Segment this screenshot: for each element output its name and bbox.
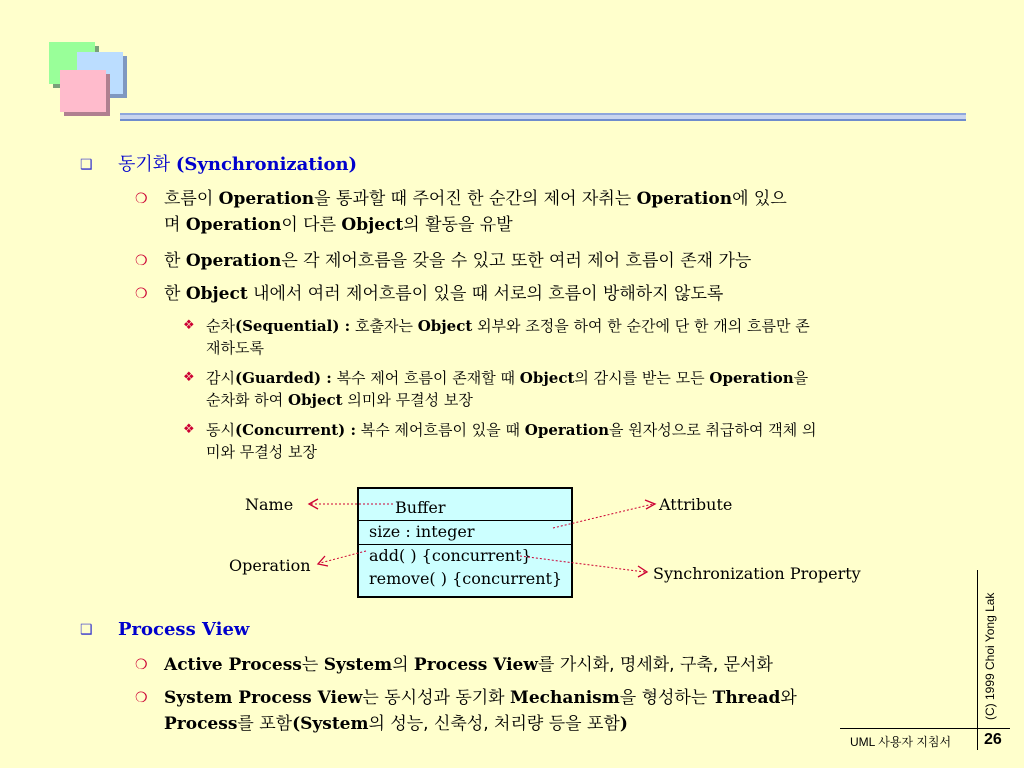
- footer-horizontal-rule: [840, 728, 1010, 729]
- section1-item-2: 한 Operation은 각 제어흐름을 갖을 수 있고 또한 여러 제어 흐름이 존재 가능: [164, 251, 752, 271]
- diamond-bullet-icon: ❖: [183, 422, 195, 437]
- checkbox-bullet-icon: ❑: [80, 157, 93, 173]
- label-sync-property: Synchronization Property: [653, 564, 861, 583]
- checkbox-bullet-icon: ❑: [80, 622, 93, 638]
- label-attribute: Attribute: [659, 495, 733, 514]
- subitem-guarded-cont: 순차화 하여 Object 의미와 무결성 보장: [206, 391, 473, 409]
- arrow-sync: [520, 556, 645, 572]
- circle-bullet-icon: ❍: [135, 286, 148, 302]
- subitem-concurrent: 동시(Concurrent) : 복수 제어흐름이 있을 때 Operation을 원자성으로 취급하여 객체 의: [206, 421, 817, 439]
- class-name: Buffer: [395, 498, 446, 517]
- section2-heading: Process View: [118, 619, 250, 640]
- circle-bullet-icon: ❍: [135, 191, 148, 207]
- circle-bullet-icon: ❍: [135, 657, 148, 673]
- section1-heading: 동기화 (Synchronization): [118, 154, 358, 175]
- circle-bullet-icon: ❍: [135, 253, 148, 269]
- subitem-guarded: 감시(Guarded) : 복수 제어 흐름이 존재할 때 Object의 감시를 받는 모든 Operation을: [206, 369, 809, 387]
- class-operation-add: add( ) {concurrent}: [359, 544, 571, 567]
- class-operation-remove: remove( ) {concurrent}: [369, 569, 563, 588]
- diamond-bullet-icon: ❖: [183, 318, 195, 333]
- section2-item-1: Active Process는 System의 Process View를 가시화, 명세화, 구축, 문서화: [164, 655, 773, 675]
- section1-item-1: 흐름이 Operation을 통과할 때 주어진 한 순간의 제어 자취는 Operation에 있으: [164, 189, 787, 209]
- circle-bullet-icon: ❍: [135, 690, 148, 706]
- subitem-concurrent-cont: 미와 무결성 보장: [206, 443, 317, 461]
- subitem-sequential: 순차(Sequential) : 호출자는 Object 외부와 조정을 하여 한 순간에 단 한 개의 흐름만 존: [206, 317, 810, 335]
- arrow-operation: [320, 551, 366, 563]
- arrowhead-attribute: [645, 500, 655, 509]
- diamond-bullet-icon: ❖: [183, 370, 195, 385]
- section1-item-3: 한 Object 내에서 여러 제어흐름이 있을 때 서로의 흐름이 방해하지 않도록: [164, 284, 724, 304]
- footer-vertical-rule: [977, 570, 978, 750]
- copyright-vertical: (C) 1999 Choi Yong Lak: [983, 592, 997, 720]
- section2-item-2: System Process View는 동시성과 동기화 Mechanism을 형성하는 Thread와: [164, 688, 797, 708]
- footer-title: UML 사용자 지침서: [850, 735, 952, 749]
- page-number: 26: [984, 731, 1002, 748]
- arrow-attribute: [553, 504, 653, 528]
- subitem-sequential-cont: 재하도록: [206, 339, 264, 357]
- section2-item-2-cont: Process를 포함(System의 성능, 신축성, 처리량 등을 포함): [164, 714, 628, 734]
- section1-item-1-cont: 며 Operation이 다른 Object의 활동을 유발: [164, 215, 513, 235]
- label-name: Name: [245, 495, 294, 514]
- class-attribute: size : integer: [359, 520, 571, 543]
- label-operation: Operation: [229, 556, 311, 575]
